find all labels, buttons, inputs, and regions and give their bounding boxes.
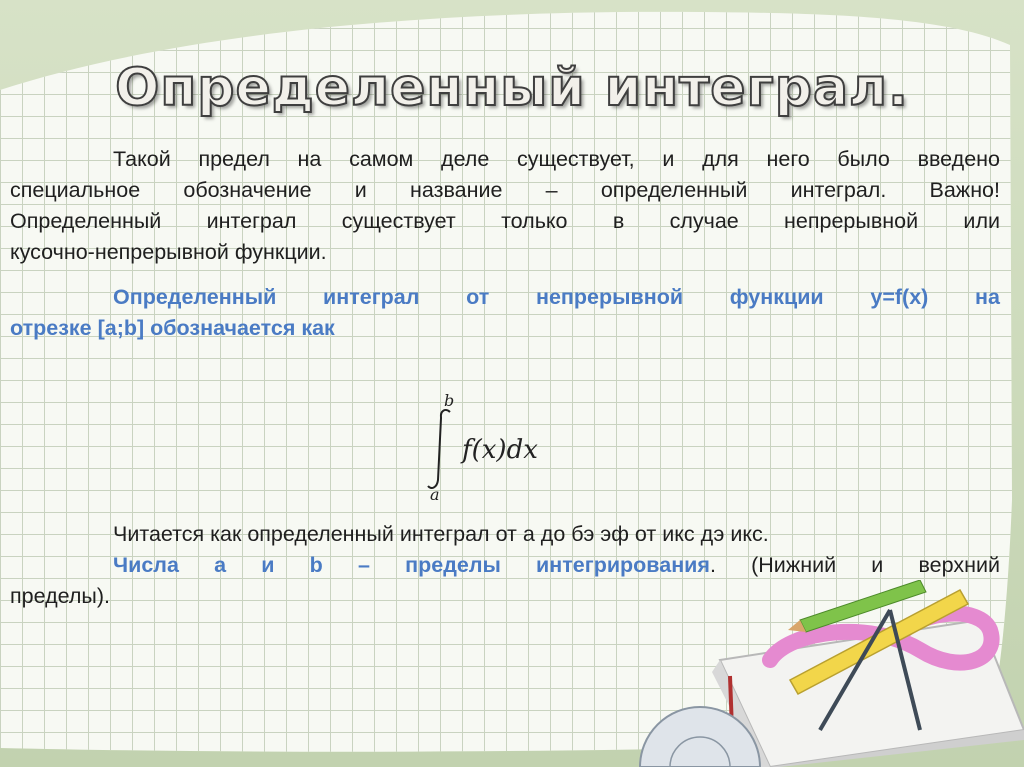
book-with-tools-illustration (620, 580, 1024, 767)
paragraph-line: специальное обозначение и название – определенный интеграл. Важно! (10, 178, 1000, 202)
integral-sign-icon (428, 410, 450, 488)
paragraph-line: отрезке [a;b] обозначается как (10, 316, 335, 340)
integral-upper-limit: b (444, 391, 455, 410)
paragraph-line: Читается как определенный интеграл от а до бэ эф от икс дэ икс. (113, 522, 769, 546)
paragraph-line: Такой предел на самом деле существует, и для него было введено (113, 147, 1000, 171)
paragraph-line: Определенный интеграл от непрерывной функции y=f(x) на (113, 285, 1000, 309)
paragraph-intro (10, 144, 1000, 268)
integral-lower-limit: a (430, 485, 440, 504)
slide-title: Определенный интеграл. (115, 58, 909, 118)
limits-highlight: Числа a и b – пределы интегрирования (113, 553, 710, 577)
paragraph-line: Определенный интеграл существует только в случае непрерывной или (10, 209, 1000, 233)
paragraph-definition (10, 282, 1000, 344)
paragraph-line: кусочно-непрерывной функции. (10, 240, 327, 264)
paragraph-line (10, 550, 1000, 581)
integral-formula (422, 388, 582, 506)
integral-integrand: f(x)dx (462, 435, 538, 465)
paragraph-line: пределы). (10, 584, 111, 608)
limits-note: . (Нижний и верхний (709, 553, 1000, 577)
